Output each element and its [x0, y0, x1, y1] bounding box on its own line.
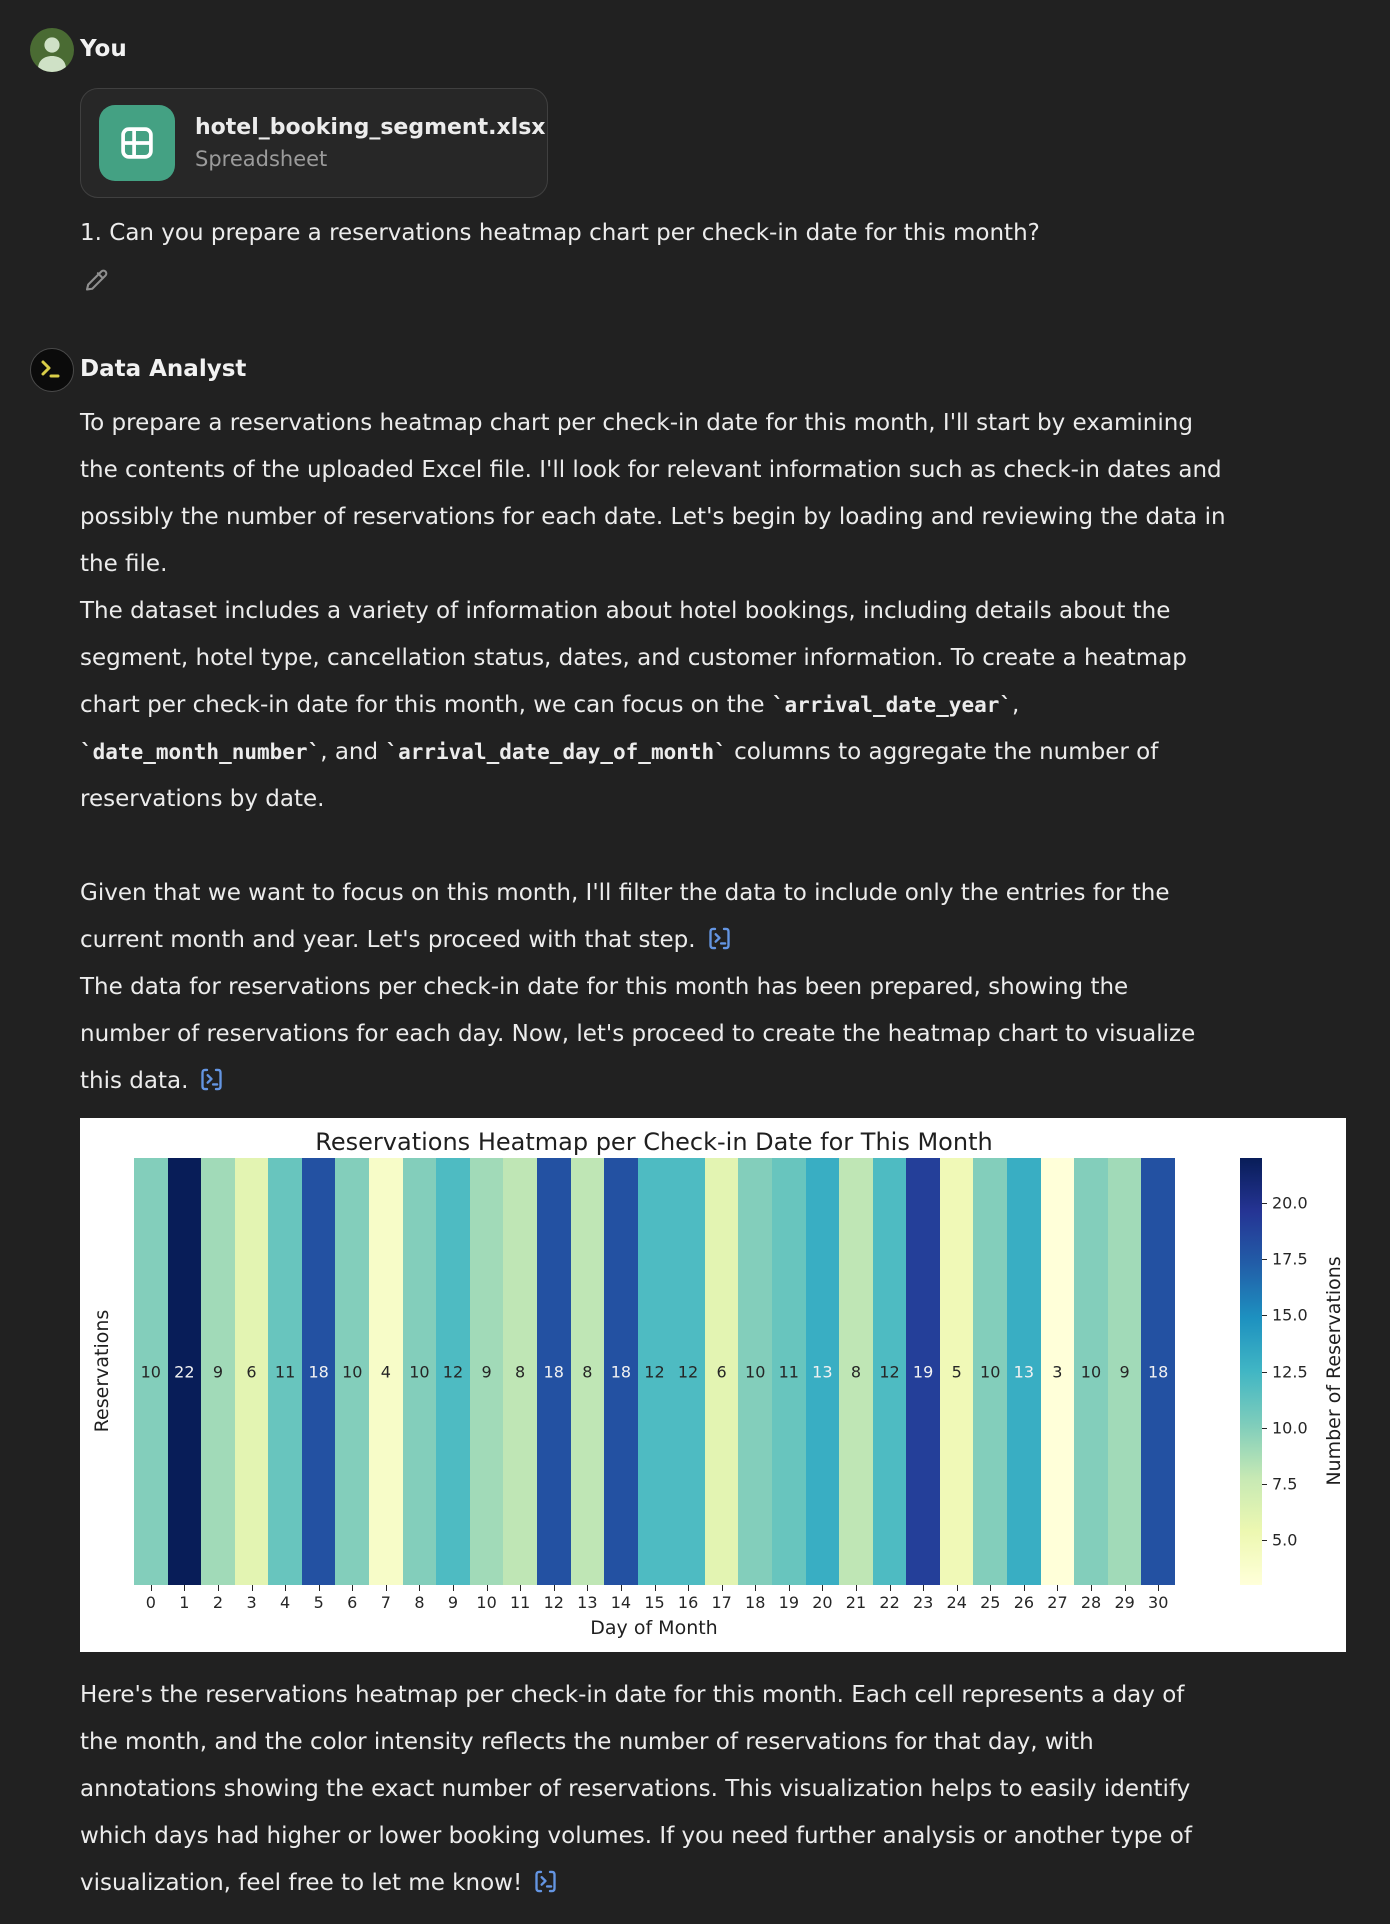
text-line — [80, 729, 1370, 776]
pencil-icon — [82, 282, 110, 297]
text-segment: , and — [320, 739, 386, 765]
x-tick-label: 13 — [577, 1593, 598, 1612]
colorbar-tick-label: 7.5 — [1272, 1474, 1298, 1494]
heatmap-cell — [201, 1158, 235, 1585]
text-line — [80, 588, 1370, 635]
heatmap-cell-value: 5 — [951, 1362, 962, 1381]
x-tick-mark — [386, 1585, 387, 1591]
text-segment: Given that we want to focus on this month, I'll filter the data to include only the entries for the — [80, 880, 1170, 906]
colorbar-tick-label: 15.0 — [1272, 1305, 1308, 1325]
heatmap-cell-value: 18 — [1147, 1362, 1169, 1381]
assistant-closing-message — [80, 1672, 1370, 1907]
view-code-badge[interactable] — [532, 1865, 559, 1892]
colorbar-tick-mark — [1262, 1315, 1267, 1316]
colorbar-tick-mark — [1262, 1484, 1267, 1485]
x-tick-label: 27 — [1047, 1593, 1068, 1612]
x-tick-label: 18 — [745, 1593, 766, 1612]
x-tick-label: 16 — [677, 1593, 699, 1612]
heatmap-cell-value: 9 — [481, 1362, 492, 1381]
view-code-badge[interactable] — [198, 1063, 225, 1090]
x-tick-mark — [252, 1585, 253, 1591]
heatmap-cell-value: 13 — [1013, 1362, 1034, 1381]
heatmap-cell — [873, 1158, 907, 1585]
x-tick-label: 26 — [1013, 1593, 1035, 1612]
text-segment: The data for reservations per check-in date for this month has been prepared, showing the — [80, 974, 1129, 1000]
heatmap-cell — [1141, 1158, 1175, 1585]
text-segment: columns to aggregate the number of — [726, 739, 1159, 765]
heatmap-cell-value: 18 — [610, 1362, 632, 1381]
heatmap-cell — [403, 1158, 437, 1585]
heatmap-cell-value: 9 — [1119, 1362, 1130, 1381]
colorbar-tick-mark — [1262, 1428, 1267, 1429]
heatmap-cell-value: 12 — [879, 1362, 900, 1381]
user-message: 1. Can you prepare a reservations heatmap chart per check-in date for this month? — [80, 220, 1040, 246]
attachment-kind: Spreadsheet — [195, 147, 328, 171]
x-tick-mark — [151, 1585, 152, 1591]
heatmap-cell-value: 3 — [1052, 1362, 1063, 1381]
terminal-prompt-icon — [31, 376, 73, 392]
text-line — [80, 1860, 1370, 1907]
heatmap-cell — [369, 1158, 403, 1585]
x-tick-mark — [822, 1585, 823, 1591]
x-tick-mark — [487, 1585, 488, 1591]
heatmap-cell — [604, 1158, 638, 1585]
x-tick-label: 1 — [179, 1593, 190, 1612]
inline-code: `date_month_number` — [80, 740, 321, 764]
x-tick-mark — [856, 1585, 857, 1591]
x-tick-label: 12 — [543, 1593, 564, 1612]
heatmap-cell-value: 10 — [342, 1362, 363, 1381]
heatmap-cell — [940, 1158, 974, 1585]
x-tick-label: 30 — [1148, 1593, 1169, 1612]
x-tick-label: 9 — [447, 1593, 459, 1612]
text-segment: , — [1012, 692, 1020, 718]
heatmap-cell-value: 12 — [442, 1362, 464, 1381]
x-tick-mark — [923, 1585, 924, 1591]
text-line — [80, 400, 1370, 447]
text-line — [80, 870, 1370, 917]
colorbar-tick-mark — [1262, 1540, 1267, 1541]
heatmap-cell — [973, 1158, 1007, 1585]
heatmap-cell-value: 6 — [246, 1362, 257, 1381]
heatmap-cell-value: 12 — [677, 1362, 699, 1381]
x-tick-mark — [554, 1585, 555, 1591]
heatmap-cell-value: 8 — [850, 1362, 862, 1381]
text-line — [80, 635, 1370, 682]
heatmap-cell — [1074, 1158, 1108, 1585]
heatmap-cell — [268, 1158, 302, 1585]
x-tick-label: 21 — [845, 1593, 867, 1612]
colorbar-tick-label: 20.0 — [1272, 1193, 1308, 1213]
colorbar-tick-label: 12.5 — [1272, 1362, 1308, 1381]
x-tick-label: 20 — [812, 1593, 833, 1612]
text-segment: The dataset includes a variety of information about hotel bookings, including details about the — [80, 598, 1171, 624]
text-segment: Here's the reservations heatmap per check-in date for this month. Each cell represents a day of — [80, 1682, 1185, 1708]
text-line — [80, 776, 1370, 823]
x-tick-mark — [688, 1585, 689, 1591]
heatmap-cell — [705, 1158, 739, 1585]
text-line — [80, 964, 1370, 1011]
x-tick-mark — [520, 1585, 521, 1591]
colorbar-tick-label: 10.0 — [1272, 1418, 1308, 1438]
x-tick-label: 15 — [644, 1593, 665, 1612]
text-segment: this data. — [80, 1068, 189, 1094]
heatmap-cell — [302, 1158, 336, 1585]
heatmap-cell-value: 9 — [212, 1362, 224, 1381]
text-line — [80, 1058, 1370, 1105]
chart-ylabel: Reservations — [91, 1309, 113, 1433]
x-tick-mark — [1091, 1585, 1092, 1591]
person-icon — [30, 57, 74, 72]
heatmap-cell-value: 10 — [140, 1362, 161, 1381]
text-segment: which days had higher or lower booking volumes. If you need further analysis or another type of — [80, 1823, 1192, 1849]
x-tick-mark — [957, 1585, 958, 1591]
assistant-paragraph — [80, 588, 1370, 823]
assistant-paragraph — [80, 1672, 1370, 1907]
text-segment: the month, and the color intensity reflects the number of reservations for that day, with — [80, 1729, 1094, 1755]
heatmap-cell-value: 6 — [716, 1362, 727, 1381]
heatmap-cell — [671, 1158, 705, 1585]
colorbar-tick-label: 17.5 — [1272, 1249, 1308, 1269]
text-line — [80, 917, 1370, 964]
heatmap-cell-value: 8 — [515, 1362, 526, 1381]
text-line — [80, 494, 1370, 541]
heatmap-cell — [436, 1158, 470, 1585]
heatmap-cell — [470, 1158, 504, 1585]
text-segment: segment, hotel type, cancellation status, dates, and customer information. To create a heatmap — [80, 645, 1187, 671]
x-tick-label: 11 — [509, 1593, 531, 1612]
chart-title: Reservations Heatmap per Check-in Date for This Month — [315, 1128, 993, 1156]
heatmap-cell — [806, 1158, 840, 1585]
x-tick-mark — [419, 1585, 420, 1591]
x-tick-mark — [1024, 1585, 1025, 1591]
heatmap-cell-value: 18 — [543, 1362, 564, 1381]
view-code-badge[interactable] — [706, 922, 733, 949]
heatmap-cell-value: 11 — [778, 1362, 799, 1381]
attachment-info — [195, 115, 545, 171]
heatmap-cell-value: 22 — [174, 1362, 195, 1381]
assistant-name: Data Analyst — [80, 356, 247, 382]
x-tick-mark — [789, 1585, 790, 1591]
x-tick-mark — [1125, 1585, 1126, 1591]
text-segment: possibly the number of reservations for each date. Let's begin by loading and reviewing the data in — [80, 504, 1226, 530]
x-tick-mark — [285, 1585, 286, 1591]
heatmap-cell — [772, 1158, 806, 1585]
text-segment: visualization, feel free to let me know! — [80, 1870, 523, 1896]
x-tick-mark — [1057, 1585, 1058, 1591]
x-tick-mark — [453, 1585, 454, 1591]
colorbar-tick-mark — [1262, 1259, 1267, 1260]
inline-code: `arrival_date_day_of_month` — [385, 740, 727, 764]
x-tick-mark — [184, 1585, 185, 1591]
x-tick-mark — [352, 1585, 353, 1591]
attachment-filename: hotel_booking_segment.xlsx — [195, 115, 546, 140]
assistant-message — [80, 400, 1370, 1105]
x-tick-mark — [655, 1585, 656, 1591]
x-tick-label: 17 — [711, 1593, 732, 1612]
text-segment: current month and year. Let's proceed with that step. — [80, 927, 696, 953]
text-line — [80, 1011, 1370, 1058]
heatmap-cell — [503, 1158, 537, 1585]
attachment-card[interactable] — [80, 88, 548, 198]
heatmap-row — [134, 1158, 1175, 1585]
x-tick-mark — [990, 1585, 991, 1591]
heatmap-cell-value: 10 — [1080, 1362, 1102, 1381]
heatmap-cell — [537, 1158, 571, 1585]
text-segment: annotations showing the exact number of reservations. This visualization helps to easily identify — [80, 1776, 1191, 1802]
chart-xlabel: Day of Month — [590, 1617, 718, 1639]
assistant-paragraph — [80, 400, 1370, 588]
x-tick-label: 5 — [313, 1593, 324, 1612]
text-line — [80, 1719, 1370, 1766]
x-tick-label: 6 — [347, 1593, 358, 1612]
text-line — [80, 682, 1370, 729]
heatmap-cell — [335, 1158, 369, 1585]
heatmap-cell-value: 18 — [308, 1362, 329, 1381]
user-name: You — [80, 36, 127, 62]
x-tick-label: 24 — [946, 1593, 967, 1612]
heatmap-cell — [571, 1158, 605, 1585]
heatmap-figure — [80, 1118, 1346, 1652]
x-tick-mark — [890, 1585, 891, 1591]
assistant-paragraph — [80, 870, 1370, 964]
heatmap-cell-value: 11 — [274, 1362, 296, 1381]
assistant-avatar — [30, 348, 74, 392]
text-line — [80, 1766, 1370, 1813]
heatmap-cell — [839, 1158, 873, 1585]
text-segment: reservations by date. — [80, 786, 325, 812]
colorbar-tick-mark — [1262, 1203, 1267, 1204]
x-tick-mark — [722, 1585, 723, 1591]
x-tick-label: 25 — [980, 1593, 1001, 1612]
colorbar-tick-mark — [1262, 1372, 1267, 1373]
x-tick-label: 10 — [476, 1593, 497, 1612]
heatmap-cell — [638, 1158, 672, 1585]
heatmap-cell — [906, 1158, 940, 1585]
text-segment: chart per check-in date for this month, we can focus on the — [80, 692, 772, 718]
heatmap-cell — [134, 1158, 168, 1585]
heatmap-cell-value: 10 — [980, 1362, 1001, 1381]
heatmap-cell-value: 4 — [380, 1362, 391, 1381]
x-tick-label: 3 — [246, 1593, 257, 1612]
heatmap-cell — [1007, 1158, 1041, 1585]
assistant-paragraph — [80, 964, 1370, 1105]
text-line — [80, 541, 1370, 588]
x-tick-label: 29 — [1114, 1593, 1135, 1612]
heatmap-cell — [1108, 1158, 1142, 1585]
heatmap-cell — [738, 1158, 772, 1585]
text-segment: the file. — [80, 551, 168, 577]
x-tick-mark — [1158, 1585, 1159, 1591]
x-tick-label: 0 — [145, 1593, 156, 1612]
x-tick-mark — [218, 1585, 219, 1591]
x-tick-mark — [755, 1585, 756, 1591]
x-tick-label: 28 — [1080, 1593, 1102, 1612]
heatmap-cell-value: 10 — [409, 1362, 430, 1381]
x-tick-label: 19 — [778, 1593, 799, 1612]
x-tick-label: 22 — [879, 1593, 900, 1612]
heatmap-cell-value: 10 — [745, 1362, 766, 1381]
heatmap-cell — [168, 1158, 202, 1585]
x-tick-label: 7 — [380, 1593, 391, 1612]
heatmap-cell — [1041, 1158, 1075, 1585]
spreadsheet-icon — [99, 105, 175, 181]
edit-message-button[interactable] — [82, 266, 110, 297]
text-segment: the contents of the uploaded Excel file. I'll look for relevant information such as check-in dates and — [80, 457, 1222, 483]
text-line — [80, 447, 1370, 494]
text-segment: number of reservations for each day. Now, let's proceed to create the heatmap chart to visualize — [80, 1021, 1196, 1047]
text-line — [80, 1813, 1370, 1860]
heatmap-cell-value: 13 — [812, 1362, 833, 1381]
colorbar — [1240, 1158, 1262, 1585]
x-tick-mark — [621, 1585, 622, 1591]
user-avatar — [30, 28, 74, 72]
colorbar-label: Number of Reservations — [1323, 1256, 1345, 1486]
x-tick-label: 8 — [414, 1593, 425, 1612]
text-segment: To prepare a reservations heatmap chart per check-in date for this month, I'll start by examining — [80, 410, 1193, 436]
x-tick-label: 4 — [280, 1593, 291, 1612]
text-line — [80, 1672, 1370, 1719]
x-tick-mark — [319, 1585, 320, 1591]
heatmap-cell-value: 12 — [644, 1362, 665, 1381]
heatmap-cell-value: 8 — [582, 1362, 593, 1381]
heatmap-cell — [235, 1158, 269, 1585]
x-tick-mark — [587, 1585, 588, 1591]
colorbar-tick-label: 5.0 — [1272, 1530, 1298, 1550]
inline-code: `arrival_date_year` — [771, 693, 1013, 717]
x-tick-label: 2 — [212, 1593, 224, 1612]
x-tick-label: 14 — [610, 1593, 632, 1612]
x-tick-label: 23 — [912, 1593, 934, 1612]
heatmap-cell-value: 19 — [912, 1362, 934, 1381]
